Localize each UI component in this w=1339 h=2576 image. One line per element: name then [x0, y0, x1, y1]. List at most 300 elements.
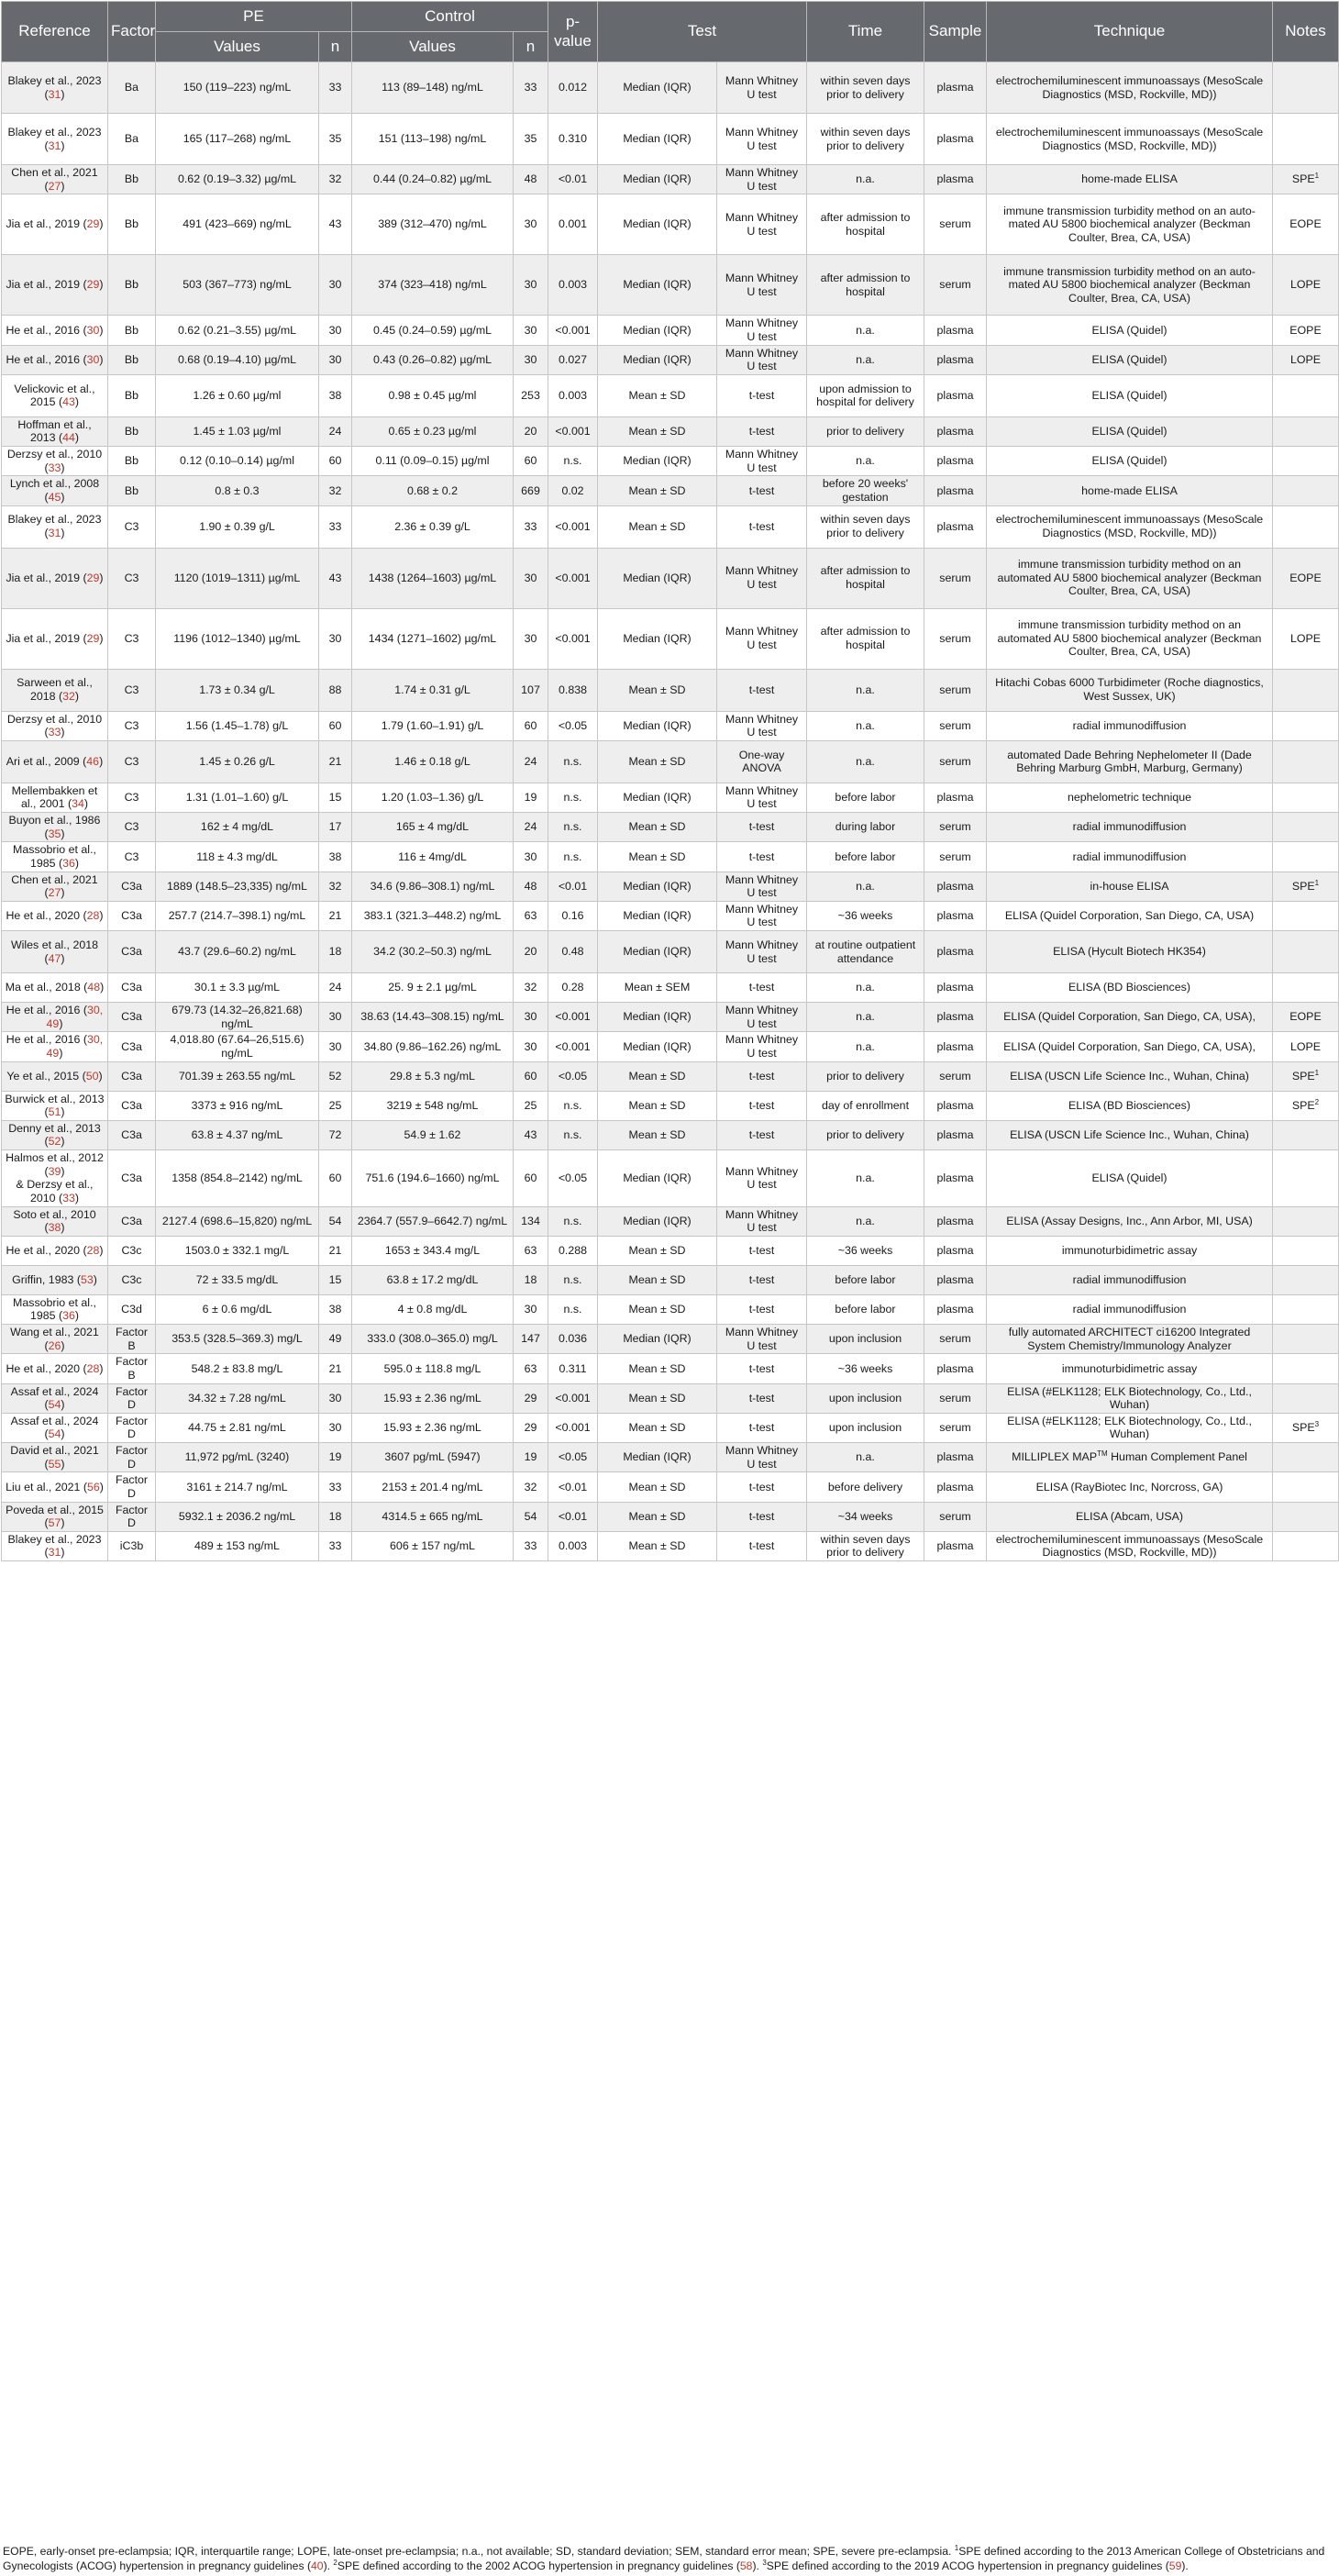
statistic-cell: Median (IQR) [598, 165, 717, 194]
table-row [2, 505, 1339, 548]
test-cell: Mann Whitney U test [717, 711, 807, 740]
citation-link[interactable]: 28 [86, 1243, 100, 1257]
sample-cell: plasma [924, 416, 987, 446]
table-row [2, 1531, 1339, 1560]
col-header-control: Control [352, 2, 548, 32]
control-n-cell: 24 [514, 740, 548, 783]
control-n-cell: 30 [514, 316, 548, 345]
citation-link[interactable]: 28 [86, 1361, 100, 1375]
citation-link[interactable]: 51 [48, 1105, 61, 1119]
pe-values-cell: 1358 (854.8–2142) ng/mL [156, 1150, 319, 1207]
control-values-cell: 2.36 ± 0.39 g/L [352, 505, 514, 548]
test-cell: Mann Whitney U test [717, 316, 807, 345]
technique-cell [987, 447, 1273, 476]
control-n-cell: 33 [514, 505, 548, 548]
notes-marker: 1 [1314, 172, 1320, 181]
factor-cell: C3 [108, 505, 156, 548]
test-cell: Mann Whitney U test [717, 608, 807, 669]
statistic-cell: Median (IQR) [598, 608, 717, 669]
control-values-cell: 34.80 (9.86–162.26) ng/mL [352, 1032, 514, 1061]
statistic-cell: Median (IQR) [598, 1443, 717, 1472]
citation-link[interactable]: 57 [48, 1516, 61, 1530]
technique-text: ELISA (BD Biosciences) [1068, 1098, 1190, 1112]
citation-link[interactable]: 31 [48, 527, 61, 539]
pe-values-cell: 4,018.80 (67.64–26,515.6) ng/mL [156, 1032, 319, 1061]
sample-cell: serum [924, 813, 987, 842]
technique-cell [987, 711, 1273, 740]
factor-cell: C3a [108, 872, 156, 901]
factor-cell: C3a [108, 1061, 156, 1091]
statistic-cell: Mean ± SD [598, 1061, 717, 1091]
sample-cell: plasma [924, 447, 987, 476]
technique-cell [987, 114, 1273, 165]
reference-text: Blakey et al., 2023 [7, 125, 102, 139]
control-values-cell: 2153 ± 201.4 ng/mL [352, 1472, 514, 1502]
citation-link[interactable]: 58 [739, 2559, 753, 2572]
control-n-cell: 32 [514, 1472, 548, 1502]
citation-link[interactable]: 34 [72, 797, 84, 811]
pe-n-cell: 32 [319, 165, 352, 194]
technique-text: electrochemiluminescent immunoassays (MesoScale Diagnostics (MSD, Rockville, MD)) [995, 73, 1264, 101]
trademark-mark: TM [1097, 1449, 1108, 1459]
time-cell: n.a. [807, 872, 924, 901]
pe-n-cell: 33 [319, 62, 352, 114]
notes-cell [1273, 255, 1339, 316]
citation-link[interactable]: 27 [48, 886, 61, 900]
time-cell: n.a. [807, 973, 924, 1003]
reference-text: Mellembakken et al., 2001 [11, 783, 98, 811]
factor-cell: C3a [108, 901, 156, 930]
citation-link[interactable]: 50 [85, 1069, 99, 1083]
citation-link[interactable]: 31 [48, 1546, 61, 1560]
time-cell: after admission to hospital [807, 255, 924, 316]
col-header-technique: Technique [987, 2, 1273, 62]
pe-values-cell: 63.8 ± 4.37 ng/mL [156, 1120, 319, 1149]
time-cell: n.a. [807, 447, 924, 476]
p-value-cell: 0.003 [548, 255, 598, 316]
reference-cell: Chen et al., 2021 (27) [2, 872, 108, 901]
footnote-2-text: SPE defined according to the 2002 ACOG hypertension in pregnancy guidelines ( [337, 2559, 740, 2572]
control-values-cell: 383.1 (321.3–448.2) ng/mL [352, 901, 514, 930]
p-value-cell: <0.05 [548, 1061, 598, 1091]
pe-n-cell: 24 [319, 416, 352, 446]
table-row [2, 374, 1339, 416]
table-row [2, 1032, 1339, 1061]
citation-link[interactable]: 52 [48, 1135, 61, 1149]
pe-n-cell: 88 [319, 669, 352, 711]
reference-cell: Buyon et al., 1986 (35) [2, 813, 108, 842]
test-cell: t-test [717, 505, 807, 548]
time-cell: upon inclusion [807, 1413, 924, 1442]
control-values-cell: 4 ± 0.8 mg/dL [352, 1294, 514, 1324]
factor-cell: C3 [108, 813, 156, 842]
citation-link[interactable]: 26 [48, 1338, 61, 1352]
time-cell: before labor [807, 1265, 924, 1294]
test-cell: Mann Whitney U test [717, 165, 807, 194]
technique-text: ELISA (RayBiotec Inc, Norcross, GA) [1035, 1480, 1223, 1493]
p-value-cell: n.s. [548, 1206, 598, 1236]
table-row [2, 1472, 1339, 1502]
pe-values-cell: 165 (117–268) ng/mL [156, 114, 319, 165]
control-n-cell: 35 [514, 114, 548, 165]
col-header-pe: PE [156, 2, 352, 32]
pe-values-cell: 3161 ± 214.7 ng/mL [156, 1472, 319, 1502]
table-body [2, 62, 1339, 1561]
test-cell: Mann Whitney U test [717, 1003, 807, 1032]
citation-link[interactable]: 31 [48, 87, 61, 101]
time-cell: n.a. [807, 1150, 924, 1207]
sample-cell: plasma [924, 1472, 987, 1502]
control-values-cell: 34.6 (9.86–308.1) ng/mL [352, 872, 514, 901]
table-row [2, 1294, 1339, 1324]
reference-cell: Blakey et al., 2023 (31) [2, 1531, 108, 1560]
test-cell: t-test [717, 973, 807, 1003]
factor-cell: C3 [108, 711, 156, 740]
statistic-cell: Mean ± SD [598, 1294, 717, 1324]
pe-n-cell: 15 [319, 783, 352, 812]
technique-cell [987, 1150, 1273, 1207]
reference-text: He et al., 2016 [6, 323, 81, 337]
sample-cell: serum [924, 548, 987, 608]
table-row [2, 62, 1339, 114]
comparison-table [1, 1, 1339, 1561]
p-value-cell: <0.05 [548, 1443, 598, 1472]
factor-cell: C3a [108, 1150, 156, 1207]
control-values-cell: 1.74 ± 0.31 g/L [352, 669, 514, 711]
p-value-cell: 0.036 [548, 1325, 598, 1354]
notes-text: SPE [1291, 1098, 1315, 1112]
technique-cell [987, 374, 1273, 416]
reference-cell: Lynch et al., 2008 (45) [2, 476, 108, 505]
sample-cell: plasma [924, 1032, 987, 1061]
reference-cell: Ye et al., 2015 (50) [2, 1061, 108, 1091]
control-values-cell: 0.43 (0.26–0.82) µg/mL [352, 345, 514, 374]
technique-cell [987, 608, 1273, 669]
table-footnote [3, 2545, 1334, 2573]
pe-values-cell: 353.5 (328.5–369.3) mg/L [156, 1325, 319, 1354]
pe-values-cell: 1.45 ± 1.03 µg/ml [156, 416, 319, 446]
time-cell: ~36 weeks [807, 1236, 924, 1265]
pe-n-cell: 33 [319, 505, 352, 548]
citation-link[interactable]: 30 [86, 323, 100, 337]
p-value-cell: n.s. [548, 783, 598, 812]
statistic-cell: Mean ± SD [598, 1265, 717, 1294]
notes-cell [1273, 1472, 1339, 1502]
test-cell: t-test [717, 1383, 807, 1413]
notes-cell [1273, 447, 1339, 476]
time-cell: n.a. [807, 1032, 924, 1061]
control-n-cell: 33 [514, 1531, 548, 1560]
statistic-cell: Mean ± SD [598, 1236, 717, 1265]
reference-cell: Jia et al., 2019 (29) [2, 194, 108, 255]
citation-link[interactable]: 30, 49 [46, 1004, 104, 1030]
p-value-cell: <0.01 [548, 1472, 598, 1502]
reference-cell: Sarween et al., 2018 (32) [2, 669, 108, 711]
control-n-cell: 60 [514, 447, 548, 476]
citation-link[interactable]: 55 [48, 1457, 61, 1471]
citation-link[interactable]: 54 [48, 1398, 61, 1412]
notes-text: SPE [1291, 172, 1315, 186]
control-values-cell: 54.9 ± 1.62 [352, 1120, 514, 1149]
reference-text: He et al., 2016 [6, 1004, 81, 1016]
citation-link[interactable]: 44 [62, 431, 75, 445]
control-values-cell: 1653 ± 343.4 mg/L [352, 1236, 514, 1265]
time-cell: upon admission to hospital for delivery [807, 374, 924, 416]
technique-cell [987, 872, 1273, 901]
reference-text: Liu et al., 2021 [6, 1480, 81, 1493]
reference-cell: Liu et al., 2021 (56) [2, 1472, 108, 1502]
control-n-cell: 18 [514, 1265, 548, 1294]
pe-values-cell: 0.62 (0.21–3.55) µg/mL [156, 316, 319, 345]
technique-cell [987, 901, 1273, 930]
pe-values-cell: 489 ± 153 ng/mL [156, 1531, 319, 1560]
notes-cell [1273, 711, 1339, 740]
control-values-cell: 1434 (1271–1602) µg/mL [352, 608, 514, 669]
notes-cell [1273, 1265, 1339, 1294]
statistic-cell: Mean ± SD [598, 842, 717, 872]
citation-link[interactable]: 27 [48, 179, 61, 193]
pe-values-cell: 0.62 (0.19–3.32) µg/mL [156, 165, 319, 194]
technique-text: ELISA (USCN Life Science Inc., Wuhan, China) [1010, 1069, 1249, 1083]
control-n-cell: 30 [514, 548, 548, 608]
technique-text: ELISA (Quidel) [1091, 454, 1167, 468]
technique-cell [987, 255, 1273, 316]
citation-link[interactable]: 35 [48, 827, 61, 840]
p-value-cell: 0.16 [548, 901, 598, 930]
pe-values-cell: 491 (423–669) ng/mL [156, 194, 319, 255]
citation-link[interactable]: 46 [86, 754, 100, 768]
control-values-cell: 374 (323–418) ng/mL [352, 255, 514, 316]
factor-cell: C3 [108, 783, 156, 812]
citation-link[interactable]: 40 [311, 2559, 324, 2572]
reference-text: He et al., 2020 [6, 909, 81, 923]
test-cell: Mann Whitney U test [717, 548, 807, 608]
p-value-cell: <0.01 [548, 1502, 598, 1531]
technique-cell [987, 783, 1273, 812]
time-cell: before labor [807, 1294, 924, 1324]
reference-text: He et al., 2016 [6, 1033, 81, 1047]
sample-cell: plasma [924, 872, 987, 901]
notes-marker: 3 [1314, 1419, 1320, 1428]
technique-cell [987, 1091, 1273, 1120]
col-header-sample: Sample [924, 2, 987, 62]
sample-cell: plasma [924, 62, 987, 114]
statistic-cell: Median (IQR) [598, 62, 717, 114]
test-cell: One-way ANOVA [717, 740, 807, 783]
p-value-cell: <0.001 [548, 548, 598, 608]
time-cell: prior to delivery [807, 416, 924, 446]
time-cell: after admission to hospital [807, 194, 924, 255]
time-cell: n.a. [807, 711, 924, 740]
factor-cell: Bb [108, 447, 156, 476]
citation-link[interactable]: 48 [87, 981, 101, 994]
control-n-cell: 134 [514, 1206, 548, 1236]
control-n-cell: 30 [514, 194, 548, 255]
citation-link[interactable]: 56 [86, 1480, 100, 1493]
p-value-cell: 0.48 [548, 931, 598, 973]
p-value-cell: <0.05 [548, 1150, 598, 1207]
reference-cell: Soto et al., 2010 (38) [2, 1206, 108, 1236]
control-n-cell: 24 [514, 813, 548, 842]
citation-link[interactable]: 28 [86, 909, 100, 923]
citation-link[interactable]: 30, 49 [46, 1033, 104, 1060]
time-cell: after admission to hospital [807, 608, 924, 669]
reference-cell: He et al., 2016 (30) [2, 316, 108, 345]
table-row [2, 1061, 1339, 1091]
reference-cell: He et al., 2020 (28) [2, 901, 108, 930]
citation-link[interactable]: 39 [48, 1164, 61, 1178]
citation-link[interactable]: 33 [62, 1191, 75, 1205]
control-n-cell: 30 [514, 255, 548, 316]
reference-text: Blakey et al., 2023 [7, 513, 102, 527]
p-value-cell: 0.311 [548, 1354, 598, 1383]
technique-text: ELISA (Quidel) [1091, 352, 1167, 366]
pe-values-cell: 72 ± 33.5 mg/dL [156, 1265, 319, 1294]
p-value-cell: 0.02 [548, 476, 598, 505]
reference-text: Denny et al., 2013 [8, 1121, 101, 1135]
citation-link[interactable]: 45 [48, 490, 61, 504]
time-cell: within seven days prior to delivery [807, 1531, 924, 1560]
reference-text: He et al., 2020 [6, 1243, 81, 1257]
table-row [2, 740, 1339, 783]
technique-text: immunoturbidimetric assay [1061, 1243, 1198, 1257]
technique-cell [987, 1472, 1273, 1502]
sample-cell: serum [924, 1413, 987, 1442]
technique-text: ELISA (Abcam, USA) [1075, 1509, 1184, 1523]
footnote-marker-2: 2 [333, 2558, 338, 2567]
pe-n-cell: 30 [319, 608, 352, 669]
time-cell: n.a. [807, 669, 924, 711]
pe-values-cell: 1120 (1019–1311) µg/mL [156, 548, 319, 608]
p-value-cell: n.s. [548, 740, 598, 783]
statistic-cell: Mean ± SD [598, 1354, 717, 1383]
technique-cell [987, 842, 1273, 872]
sample-cell: serum [924, 255, 987, 316]
citation-link[interactable]: 43 [62, 395, 75, 409]
citation-link[interactable]: 54 [48, 1427, 61, 1441]
pe-values-cell: 44.75 ± 2.81 ng/mL [156, 1413, 319, 1442]
control-values-cell: 751.6 (194.6–1660) ng/mL [352, 1150, 514, 1207]
sample-cell: plasma [924, 973, 987, 1003]
technique-text: immune transmission turbidity method on an automated AU 5800 biochemical analyzer (Beckman Coulter, Brea, CA, USA) [997, 558, 1262, 598]
reference-text: Jia et al., 2019 [6, 278, 81, 292]
citation-link[interactable]: 38 [48, 1221, 61, 1235]
citation-link[interactable]: 30 [86, 352, 100, 366]
control-n-cell: 19 [514, 1443, 548, 1472]
technique-text: ELISA (Quidel Corporation, San Diego, CA, USA) [1004, 909, 1255, 923]
sample-cell: serum [924, 669, 987, 711]
technique-cell [987, 476, 1273, 505]
citation-link[interactable]: 29 [86, 278, 100, 292]
citation-link[interactable]: 31 [48, 139, 61, 152]
time-cell: n.a. [807, 1443, 924, 1472]
factor-cell: Ba [108, 114, 156, 165]
statistic-cell: Mean ± SD [598, 1531, 717, 1560]
statistic-cell: Median (IQR) [598, 316, 717, 345]
citation-link[interactable]: 29 [86, 217, 100, 231]
notes-cell [1273, 1354, 1339, 1383]
factor-cell: Factor B [108, 1325, 156, 1354]
citation-link[interactable]: 33 [48, 461, 61, 474]
pe-n-cell: 18 [319, 931, 352, 973]
control-n-cell: 43 [514, 1120, 548, 1149]
p-value-cell: 0.003 [548, 1531, 598, 1560]
table-row [2, 842, 1339, 872]
factor-cell: Factor D [108, 1502, 156, 1531]
citation-link[interactable]: 53 [80, 1272, 94, 1286]
reference-text: Derzsy et al., 2010 [6, 712, 103, 726]
test-cell: t-test [717, 374, 807, 416]
statistic-cell: Median (IQR) [598, 255, 717, 316]
table-row [2, 114, 1339, 165]
technique-cell [987, 194, 1273, 255]
pe-n-cell: 21 [319, 901, 352, 930]
technique-cell [987, 1265, 1273, 1294]
control-values-cell: 113 (89–148) ng/mL [352, 62, 514, 114]
table-row [2, 1413, 1339, 1442]
citation-link[interactable]: 33 [48, 726, 61, 739]
test-cell: Mann Whitney U test [717, 1325, 807, 1354]
control-n-cell: 30 [514, 345, 548, 374]
statistic-cell: Mean ± SD [598, 476, 717, 505]
technique-text: electrochemiluminescent immunoassays (MesoScale Diagnostics (MSD, Rockville, MD)) [995, 1532, 1264, 1560]
statistic-cell: Median (IQR) [598, 1003, 717, 1032]
sample-cell: plasma [924, 476, 987, 505]
sample-cell: plasma [924, 505, 987, 548]
statistic-cell: Mean ± SD [598, 505, 717, 548]
reference-text: Massobrio et al., 1985 [13, 1295, 96, 1323]
reference-text: Buyon et al., 1986 [8, 814, 101, 827]
reference-text: Jia et al., 2019 [6, 217, 81, 231]
notes-cell [1273, 505, 1339, 548]
citation-link[interactable]: 29 [86, 631, 100, 645]
time-cell: during labor [807, 813, 924, 842]
pe-n-cell: 35 [319, 114, 352, 165]
pe-n-cell: 21 [319, 740, 352, 783]
table-row [2, 669, 1339, 711]
technique-cell [987, 1325, 1273, 1354]
citation-link[interactable]: 36 [62, 1309, 75, 1323]
p-value-cell: 0.003 [548, 374, 598, 416]
citation-link[interactable]: 47 [48, 951, 61, 965]
factor-cell: Factor D [108, 1413, 156, 1442]
notes-cell [1273, 669, 1339, 711]
citation-link[interactable]: 29 [86, 571, 100, 584]
technique-cell [987, 1032, 1273, 1061]
pe-values-cell: 0.68 (0.19–4.10) µg/mL [156, 345, 319, 374]
time-cell: upon inclusion [807, 1383, 924, 1413]
p-value-cell: 0.012 [548, 62, 598, 114]
reference-text: Halmos et al., 2012 [6, 1151, 104, 1164]
citation-link[interactable]: 36 [62, 856, 75, 870]
reference-cell: Jia et al., 2019 (29) [2, 255, 108, 316]
statistic-cell: Mean ± SD [598, 813, 717, 842]
notes-cell [1273, 114, 1339, 165]
reference-text: Ma et al., 2018 [5, 981, 81, 994]
statistic-cell: Mean ± SD [598, 1383, 717, 1413]
sample-cell: plasma [924, 1294, 987, 1324]
table-row [2, 416, 1339, 446]
time-cell: before delivery [807, 1472, 924, 1502]
factor-cell: C3a [108, 1032, 156, 1061]
citation-link[interactable]: 32 [62, 690, 75, 703]
sample-cell: plasma [924, 114, 987, 165]
test-cell: Mann Whitney U test [717, 255, 807, 316]
col-header-notes: Notes [1273, 2, 1339, 62]
factor-cell: C3a [108, 931, 156, 973]
table-row [2, 1206, 1339, 1236]
citation-link[interactable]: 59 [1168, 2559, 1182, 2572]
